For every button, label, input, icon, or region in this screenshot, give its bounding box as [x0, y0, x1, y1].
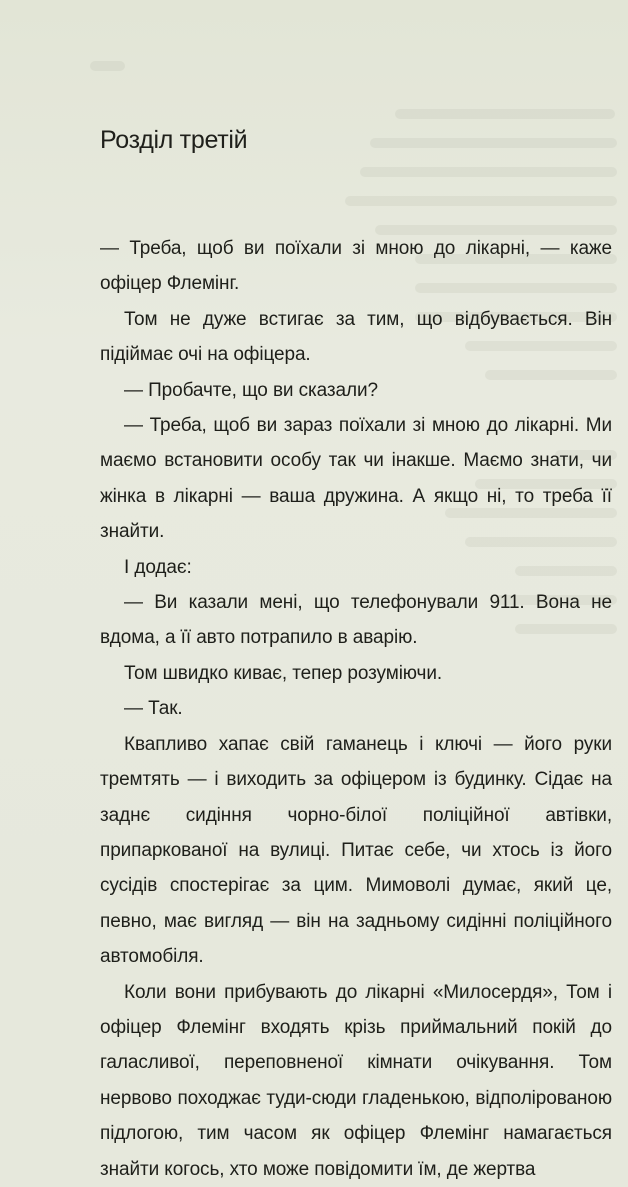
- paragraph: — Так.: [124, 698, 183, 720]
- paragraph: Том не дуже встигає за тим, що відбувається. Він підіймає очі на офіцера.: [100, 308, 612, 366]
- paragraph: Том швидко киває, тепер розуміючи.: [124, 662, 443, 684]
- chapter-title: Розділ третій: [100, 126, 248, 154]
- paragraph: — Треба, щоб ви поїхали зі мною до лікарні, — каже офіцер Флемінг.: [100, 238, 612, 295]
- chapter-body: [100, 231, 612, 1187]
- paragraph: — Треба, щоб ви зараз поїхали зі мною до лікарні. Ми маємо встановити особу так чи інакше. Маємо знати, чи жінка в лікарні — ваша дружина. А якщо ні, то треба її знайти.: [100, 415, 612, 543]
- paragraph: Квапливо хапає свій гаманець і ключі — його руки тремтять — і виходить за офіцером із будинку. Сідає на заднє сидіння чорно-білої поліційної автівки, припаркованої на вулиці. Питає себе, чи хтось із його сусідів спостерігає за цим. Мимоволі думає, який це, певно, має вигляд — він на задньому сидінні поліційного автомобіля.: [100, 733, 612, 968]
- paragraph: І додає:: [124, 556, 192, 578]
- paragraph: — Пробачте, що ви сказали?: [124, 379, 378, 401]
- paragraph: — Ви казали мені, що телефонували 911. Вона не вдома, а її авто потрапило в аварію.: [100, 592, 612, 649]
- paragraph: Коли вони прибувають до лікарні «Милосердя», Том і офіцер Флемінг входять крізь приймальний покій до галасливої, переповненої кімнати очікування. Том нервово походжає туди-сюди гладенькою, відполірованою підлогою, тим часом як офіцер Флемінг намагається знайти когось, хто може повідомити їм, де жертва: [100, 981, 612, 1180]
